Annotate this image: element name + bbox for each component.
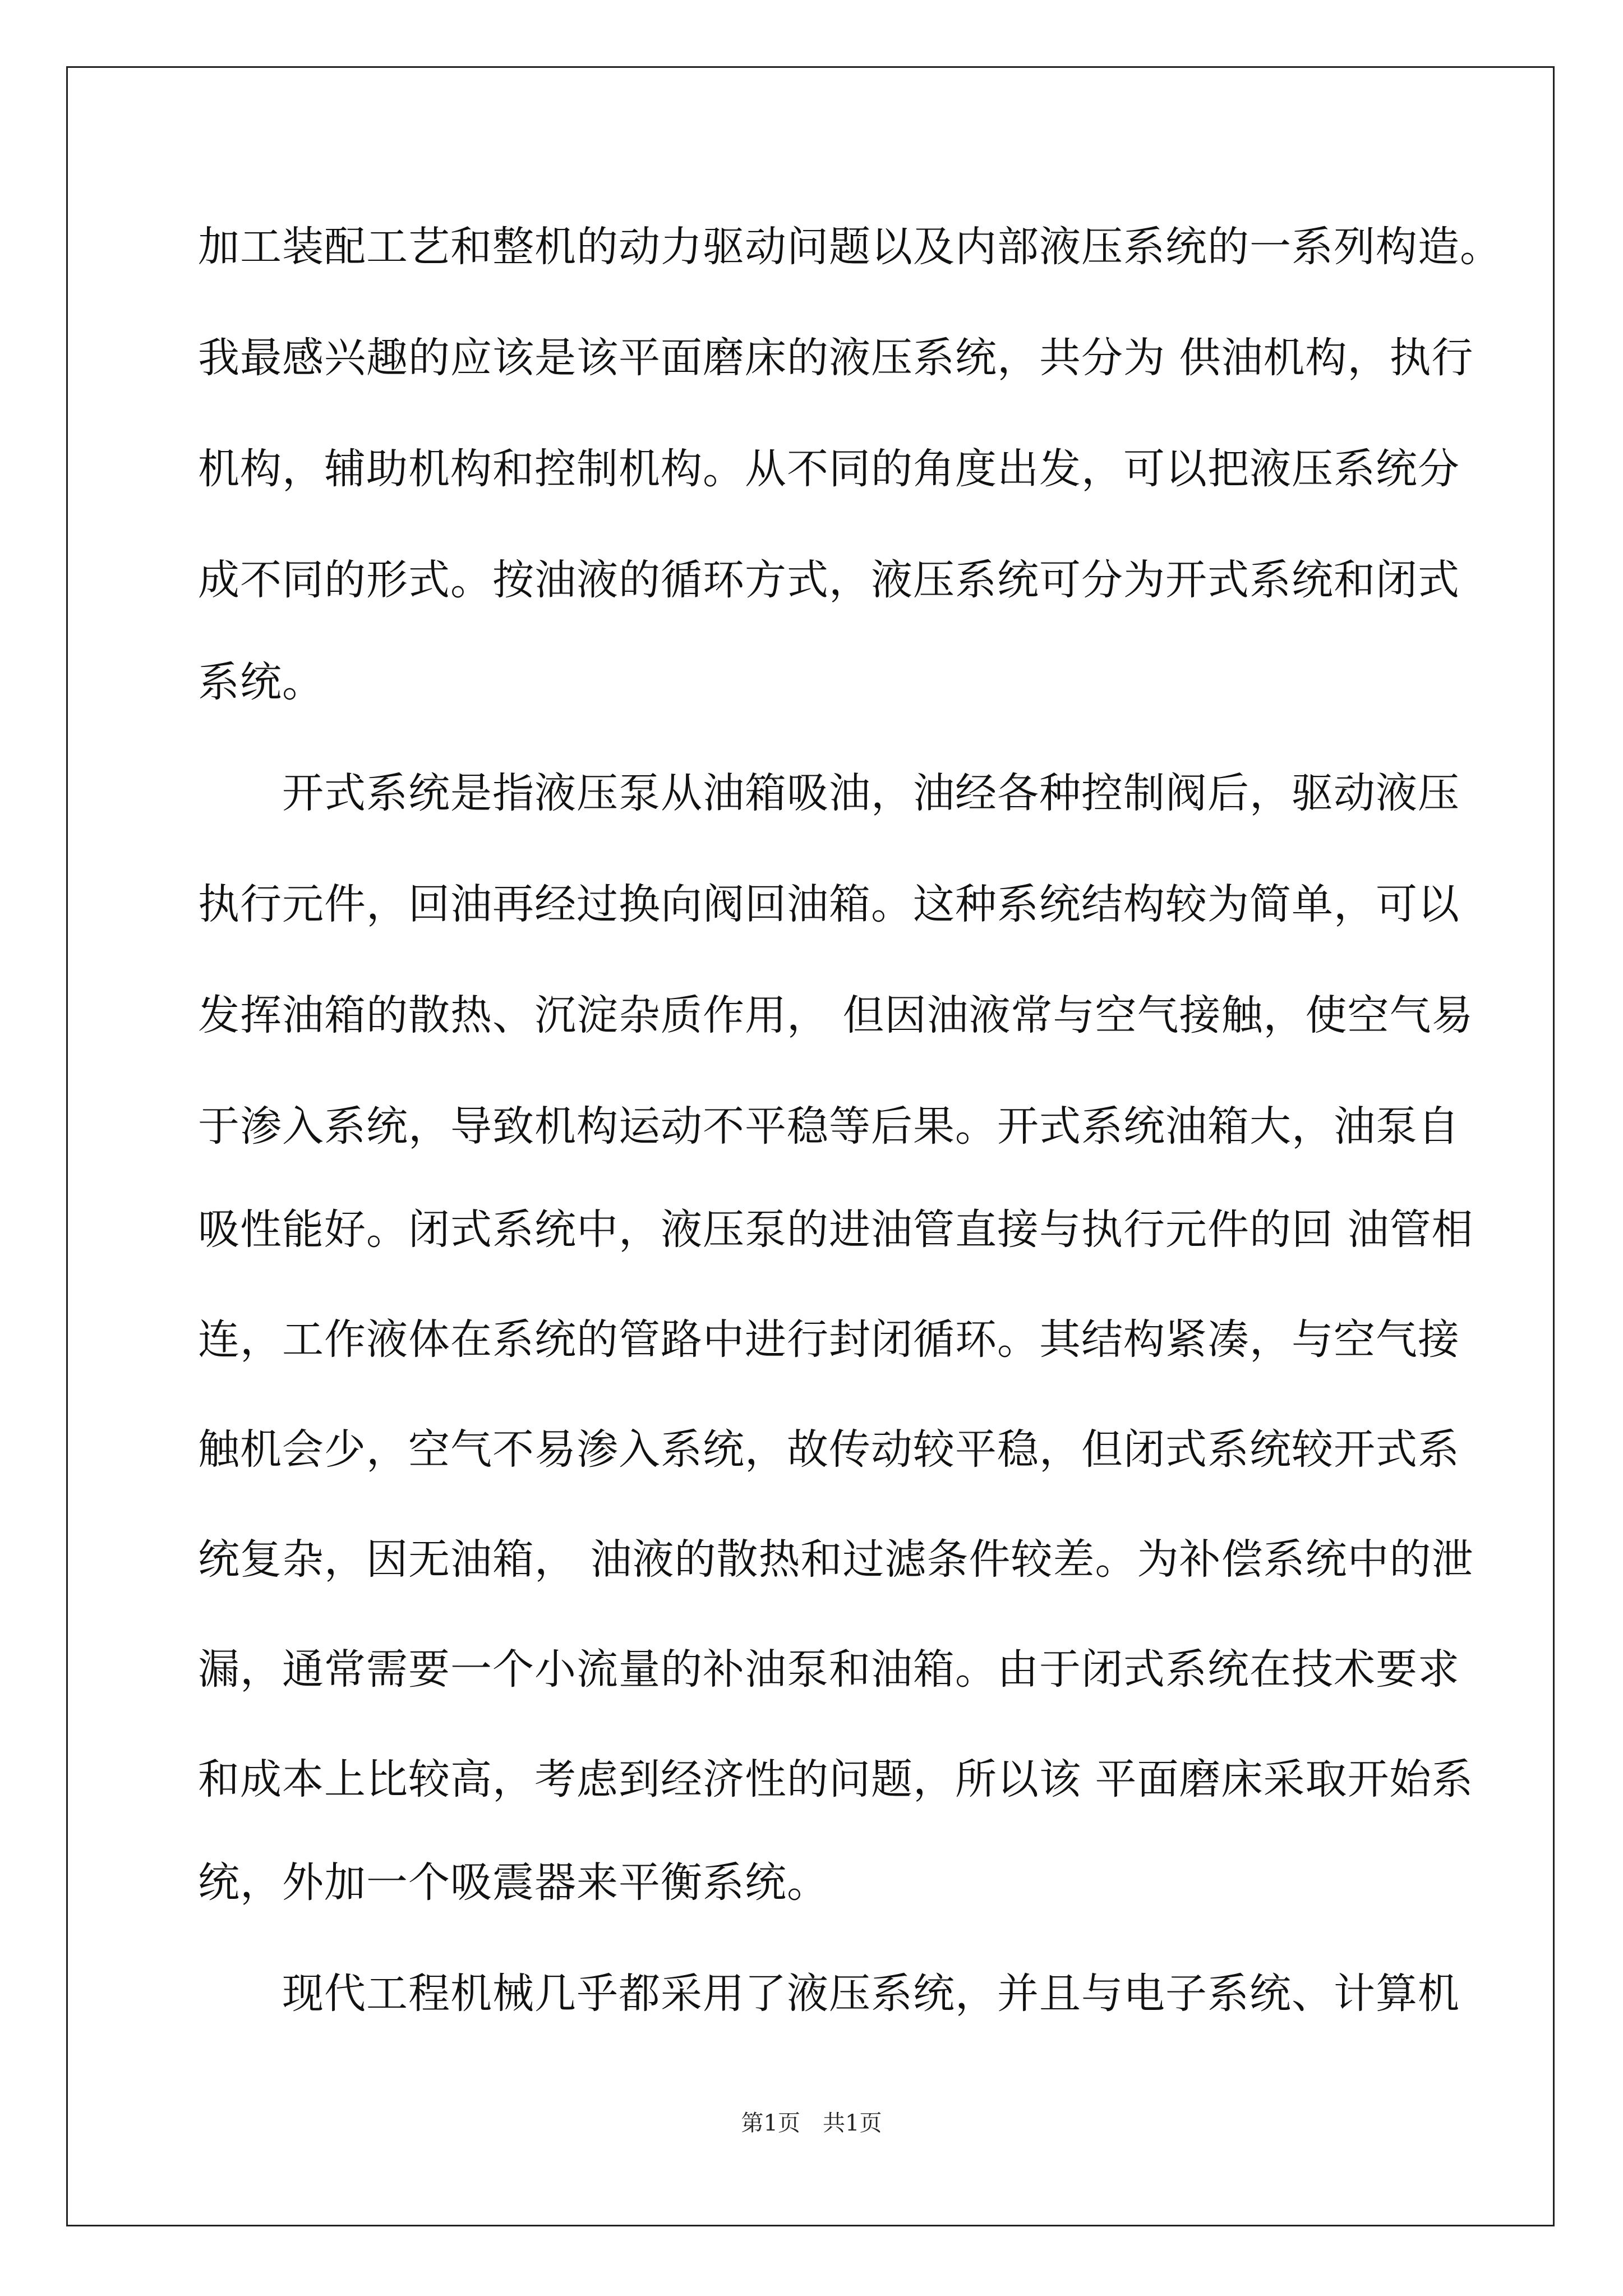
text-line: 发挥油箱的散热、沉淀杂质作用， 但因油液常与空气接触，使空气易 — [198, 991, 1474, 1039]
text-line: 执行元件，回油再经过换向阀回油箱。这种系统结构较为简单，可以 — [198, 880, 1460, 928]
text-line: 系统。 — [198, 658, 324, 706]
text-line: 开式系统是指液压泵从油箱吸油，油经各种控制阀后，驱动液压 — [198, 769, 1460, 817]
text-line: 和成本上比较高，考虑到经济性的问题，所以该 平面磨床采取开始系 — [198, 1755, 1474, 1803]
page-number-footer: 第1页 共1页 — [741, 2110, 882, 2136]
text-line: 我最感兴趣的应该是该平面磨床的液压系统，共分为 供油机构，执行 — [198, 334, 1474, 382]
text-line: 统，外加一个吸震器来平衡系统。 — [198, 1858, 829, 1907]
text-line: 于渗入系统，导致机构运动不平稳等后果。开式系统油箱大，油泵自 — [198, 1102, 1460, 1151]
text-line: 触机会少，空气不易渗入系统，故传动较平稳，但闭式系统较开式系 — [198, 1425, 1460, 1474]
text-line: 成不同的形式。按油液的循环方式，液压系统可分为开式系统和闭式 — [198, 556, 1460, 604]
text-line: 现代工程机械几乎都采用了液压系统，并且与电子系统、计算机 — [198, 1970, 1460, 2018]
text-line: 加工装配工艺和整机的动力驱动问题以及内部液压系统的一系列构造。 — [198, 223, 1502, 271]
text-line: 连，工作液体在系统的管路中进行封闭循环。其结构紧凑，与空气接 — [198, 1315, 1460, 1364]
text-line: 统复杂，因无油箱， 油液的散热和过滤条件较差。为补偿系统中的泄 — [198, 1535, 1474, 1584]
text-line: 漏，通常需要一个小流量的补油泵和油箱。由于闭式系统在技术要求 — [198, 1645, 1460, 1694]
text-line: 吸性能好。闭式系统中，液压泵的进油管直接与执行元件的回 油管相 — [198, 1205, 1474, 1254]
text-line: 机构，辅助机构和控制机构。从不同的角度出发，可以把液压系统分 — [198, 445, 1460, 493]
